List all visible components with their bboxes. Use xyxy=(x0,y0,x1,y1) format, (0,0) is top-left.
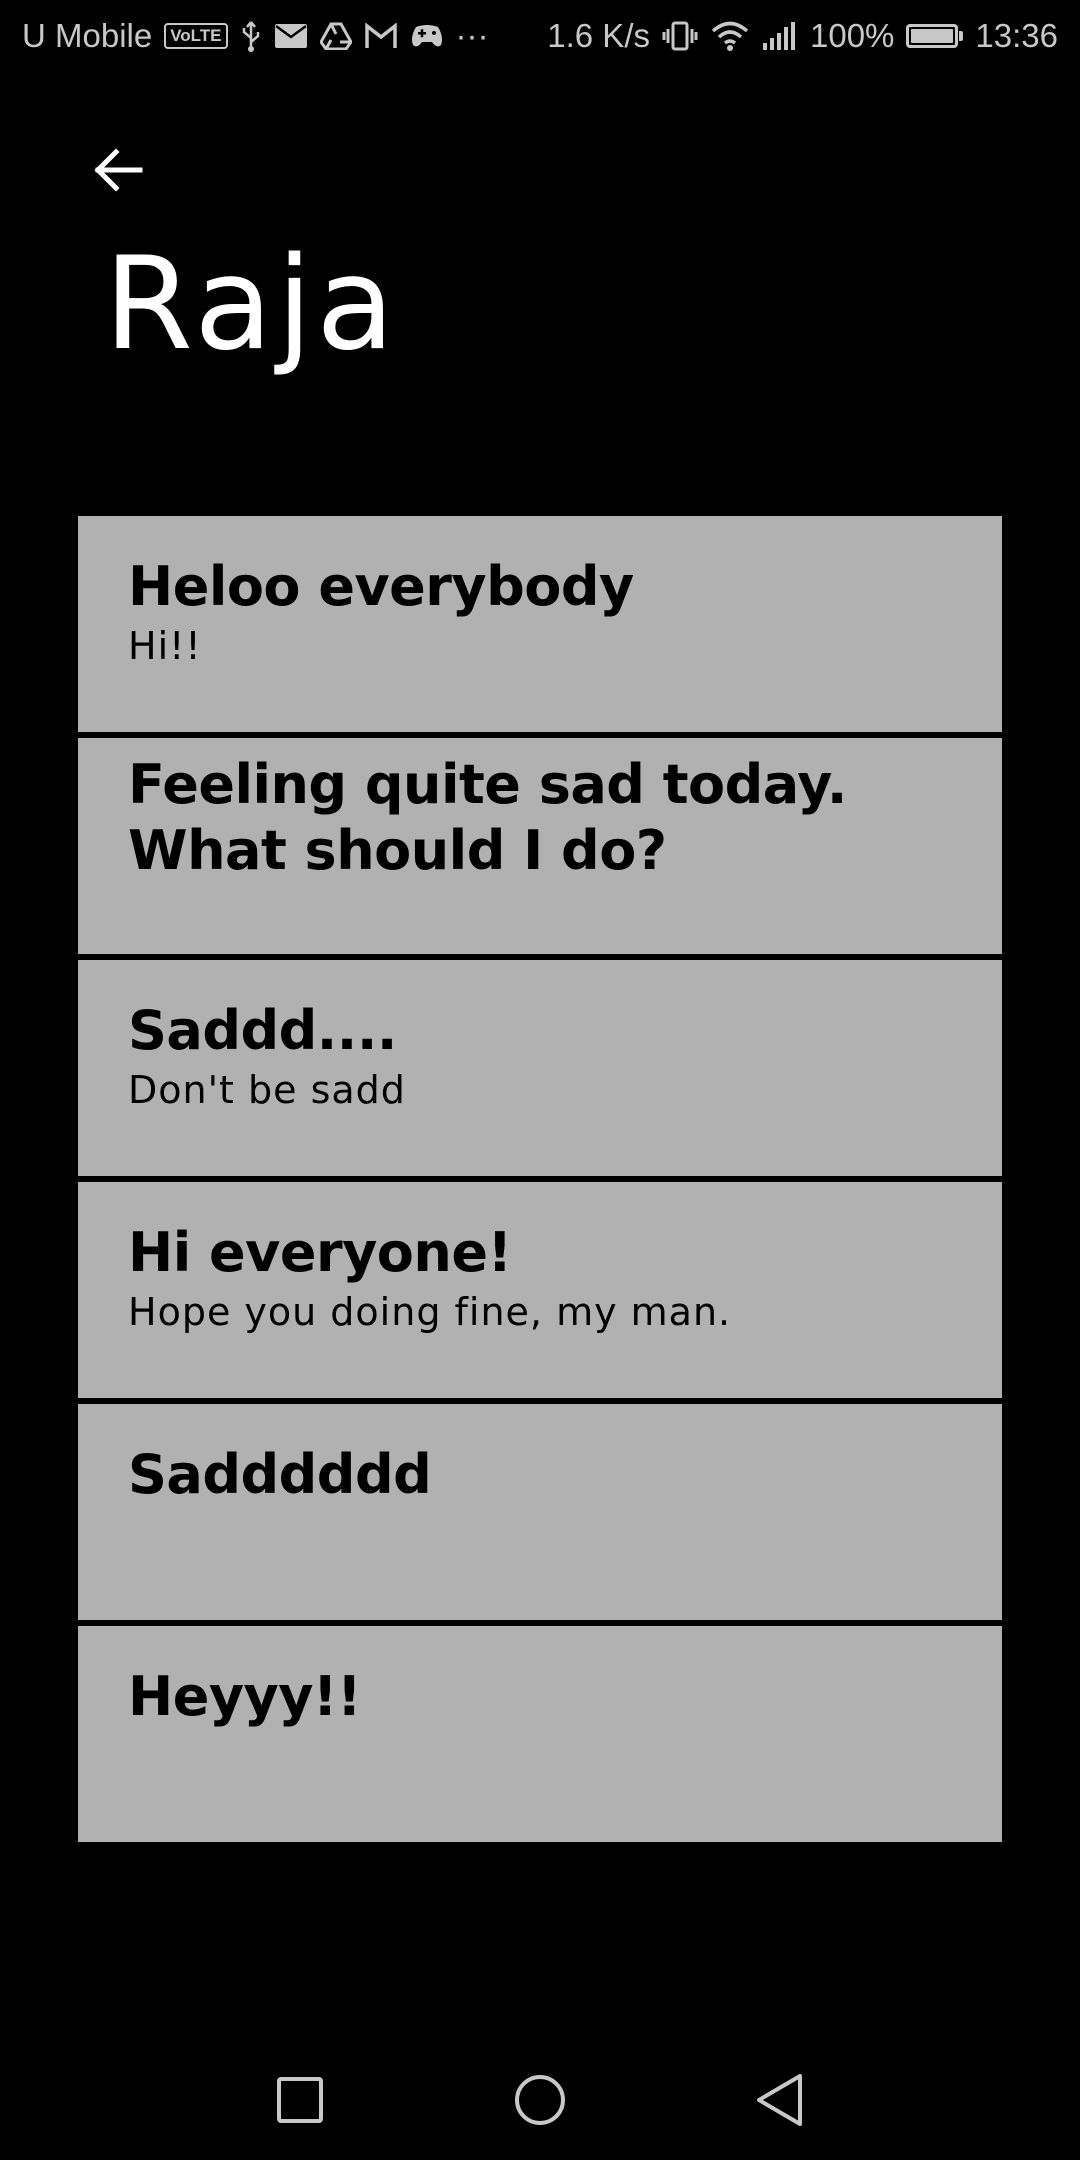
page-title: Raja xyxy=(104,230,399,379)
volte-badge: VoLTE xyxy=(164,23,227,49)
carrier-name: U Mobile xyxy=(22,17,153,54)
mail-icon xyxy=(274,23,308,49)
arrow-left-icon xyxy=(92,144,144,196)
network-speed: 1.6 K/s xyxy=(547,17,650,54)
status-bar-left xyxy=(22,17,489,55)
post-title: Sadddddd xyxy=(128,1443,432,1506)
post-card[interactable] xyxy=(78,516,1002,732)
post-card[interactable] xyxy=(78,1626,1002,1842)
post-subtitle: Hope you doing fine, my man. xyxy=(128,1290,732,1334)
battery-percent: 100% xyxy=(810,17,895,54)
navigation-bar xyxy=(0,2040,1080,2160)
vibrate-icon xyxy=(662,20,698,52)
usb-icon xyxy=(240,20,262,52)
post-title: Hi everyone! xyxy=(128,1221,512,1284)
gmail-icon xyxy=(364,23,398,49)
status-bar-right xyxy=(547,17,1058,55)
battery-icon xyxy=(906,24,963,48)
recents-button[interactable] xyxy=(260,2060,340,2140)
drive-icon xyxy=(320,22,352,50)
system-back-button[interactable] xyxy=(740,2060,820,2140)
status-bar xyxy=(0,0,1080,72)
game-controller-icon xyxy=(410,23,444,49)
post-subtitle: Don't be sadd xyxy=(128,1068,406,1112)
post-card[interactable] xyxy=(78,1182,1002,1398)
post-title: Heyyy!! xyxy=(128,1665,362,1728)
back-triangle-icon xyxy=(753,2072,807,2128)
home-button[interactable] xyxy=(500,2060,580,2140)
clock: 13:36 xyxy=(975,17,1058,54)
post-card[interactable] xyxy=(78,1404,1002,1620)
post-list xyxy=(78,516,1002,1848)
home-circle-icon xyxy=(512,2072,568,2128)
more-notifications-indicator: ··· xyxy=(455,17,489,54)
post-card[interactable] xyxy=(78,738,1002,954)
recents-square-icon xyxy=(275,2075,325,2125)
signal-icon xyxy=(762,21,798,51)
post-card[interactable] xyxy=(78,960,1002,1176)
post-title: Feeling quite sad today. What should I do? xyxy=(128,753,847,882)
post-title: Heloo everybody xyxy=(128,555,634,618)
post-title: Saddd.... xyxy=(128,999,397,1062)
wifi-icon xyxy=(710,20,750,52)
battery-fill xyxy=(911,29,953,43)
back-button[interactable] xyxy=(88,140,148,200)
post-subtitle: Hi!! xyxy=(128,624,202,668)
